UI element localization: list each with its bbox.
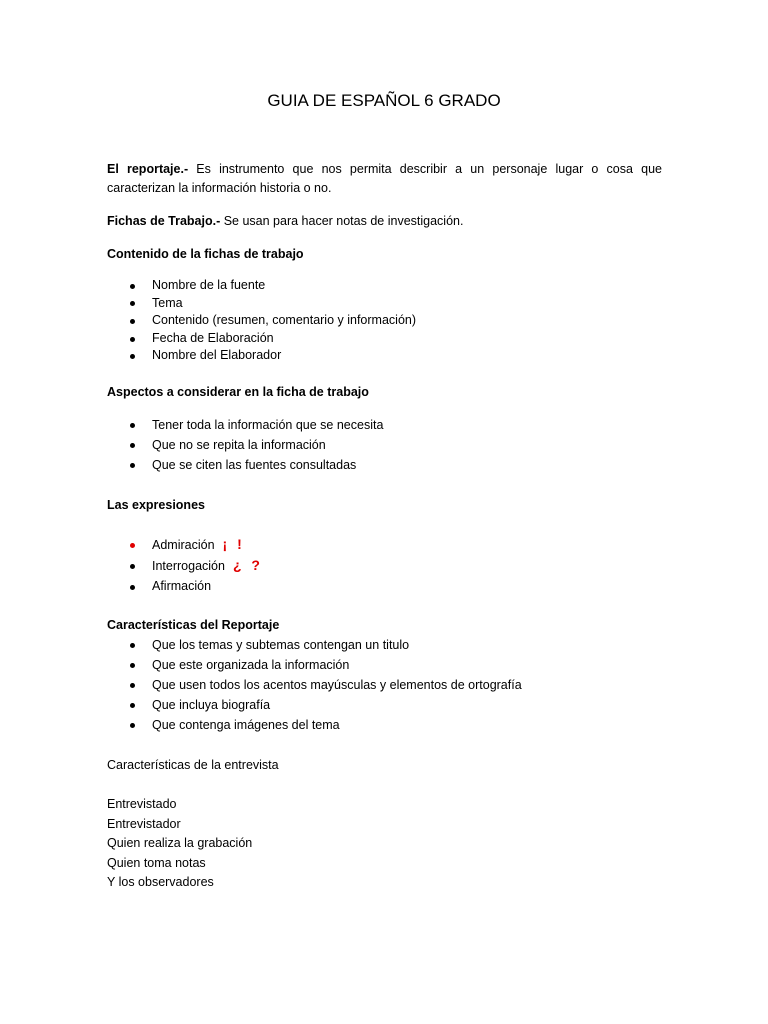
list-item: Admiración ¡ ! [107, 534, 263, 555]
reportaje-characteristics-list [107, 635, 522, 735]
list-item: Tema [107, 295, 416, 313]
aspectos-list [107, 415, 383, 475]
list-item: Contenido (resumen, comentario y información) [107, 312, 416, 330]
bullet-icon [130, 564, 135, 569]
bullet-icon [130, 337, 135, 342]
bullet-icon [130, 723, 135, 728]
bullet-icon [130, 543, 135, 548]
bullet-icon [130, 301, 135, 306]
reportaje-definition: Es instrumento que nos permita describir a un personaje lugar o cosa que caracterizan la información historia o no. [107, 162, 662, 195]
entrevista-list [107, 795, 252, 893]
list-item: Fecha de Elaboración [107, 330, 416, 348]
aspectos-heading: Aspectos a considerar en la ficha de trabajo [107, 385, 369, 399]
bullet-icon [130, 683, 135, 688]
list-item: Que los temas y subtemas contengan un titulo [107, 635, 522, 655]
list-item: Y los observadores [107, 875, 214, 889]
list-item: Afirmación [107, 576, 263, 597]
contenido-heading: Contenido de la fichas de trabajo [107, 247, 304, 261]
reportaje-characteristics-heading: Características del Reportaje [107, 618, 280, 632]
bullet-icon [130, 585, 135, 590]
list-item: Interrogación ¿ ? [107, 555, 263, 576]
list-item: Que no se repita la información [107, 435, 383, 455]
list-item: Que usen todos los acentos mayúsculas y elementos de ortografía [107, 675, 522, 695]
document-title: GUIA DE ESPAÑOL 6 GRADO [267, 91, 501, 110]
fichas-definition: Se usan para hacer notas de investigación. [220, 214, 464, 228]
bullet-icon [130, 319, 135, 324]
contenido-list [107, 277, 416, 365]
list-item: Entrevistado [107, 797, 177, 811]
list-item: Entrevistador [107, 816, 181, 831]
fichas-term: Fichas de Trabajo.- [107, 214, 221, 228]
bullet-icon [130, 663, 135, 668]
bullet-icon [130, 284, 135, 289]
list-item: Que incluya biografía [107, 695, 522, 715]
bullet-icon [130, 643, 135, 648]
bullet-icon [130, 443, 135, 448]
list-item: Tener toda la información que se necesita [107, 415, 383, 435]
question-marks: ¿ ? [232, 557, 263, 573]
bullet-icon [130, 354, 135, 359]
expresiones-list [107, 534, 263, 597]
list-item: Quien realiza la grabación [107, 836, 253, 850]
list-item: Que este organizada la información [107, 655, 522, 675]
bullet-icon [130, 703, 135, 708]
list-item: Nombre del Elaborador [107, 347, 416, 365]
bullet-icon [130, 463, 135, 468]
list-item: Que contenga imágenes del tema [107, 715, 522, 735]
bullet-icon [130, 423, 135, 428]
expresiones-heading: Las expresiones [107, 498, 205, 512]
reportaje-paragraph [107, 160, 662, 198]
reportaje-term: El reportaje.- [107, 162, 189, 176]
list-item: Quien toma notas [107, 855, 206, 870]
list-item: Nombre de la fuente [107, 277, 416, 295]
fichas-paragraph [107, 212, 662, 231]
entrevista-heading: Características de la entrevista [107, 758, 279, 772]
list-item: Que se citen las fuentes consultadas [107, 455, 383, 475]
exclamation-marks: ¡ ! [222, 536, 245, 552]
